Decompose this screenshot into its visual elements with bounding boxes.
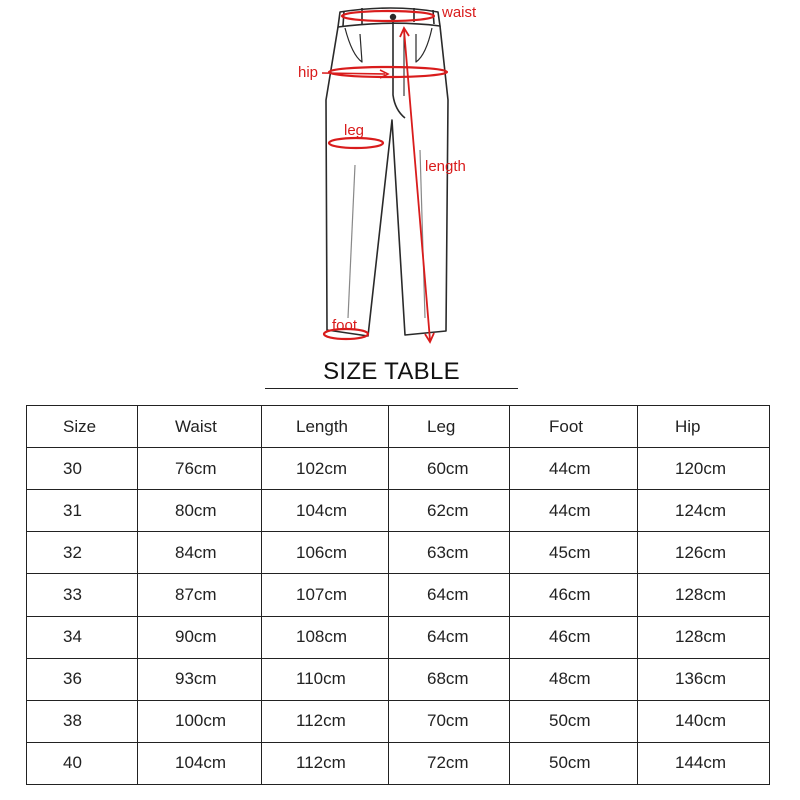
header-foot: Foot: [510, 406, 638, 448]
leg-cell: 64cm: [389, 574, 510, 616]
waist-label: waist: [442, 4, 477, 21]
size-table: [26, 405, 770, 785]
table-row: [27, 658, 770, 700]
foot-cell: 48cm: [510, 658, 638, 700]
table-row: [27, 700, 770, 742]
waist-marker: [342, 11, 434, 21]
leg-cell: 64cm: [389, 616, 510, 658]
size-cell: 33: [27, 574, 138, 616]
hip-cell: 136cm: [638, 658, 770, 700]
foot-cell: 44cm: [510, 490, 638, 532]
leg-cell: 70cm: [389, 700, 510, 742]
leg-cell: 63cm: [389, 532, 510, 574]
size-table-title: SIZE TABLE: [265, 358, 518, 389]
length-cell: 102cm: [262, 448, 389, 490]
waist-cell: 93cm: [138, 658, 262, 700]
hip-label: hip: [298, 64, 319, 81]
length-cell: 106cm: [262, 532, 389, 574]
table-row: [27, 532, 770, 574]
waist-cell: 76cm: [138, 448, 262, 490]
hip-cell: 128cm: [638, 574, 770, 616]
hip-cell: 140cm: [638, 700, 770, 742]
size-cell: 31: [27, 490, 138, 532]
foot-cell: 45cm: [510, 532, 638, 574]
leg-cell: 60cm: [389, 448, 510, 490]
waist-cell: 87cm: [138, 574, 262, 616]
foot-cell: 50cm: [510, 742, 638, 784]
header-waist: Waist: [138, 406, 262, 448]
size-cell: 32: [27, 532, 138, 574]
size-cell: 30: [27, 448, 138, 490]
table-row: [27, 742, 770, 784]
size-rows: [27, 448, 770, 785]
measure-markers: [322, 11, 447, 342]
table-row: [27, 574, 770, 616]
header-size: Size: [27, 406, 138, 448]
size-cell: 36: [27, 658, 138, 700]
leg-marker: [329, 138, 383, 148]
size-cell: 34: [27, 616, 138, 658]
hip-cell: 128cm: [638, 616, 770, 658]
waist-cell: 100cm: [138, 700, 262, 742]
table-header-row: [27, 406, 770, 448]
leg-cell: 62cm: [389, 490, 510, 532]
foot-cell: 44cm: [510, 448, 638, 490]
table-row: [27, 616, 770, 658]
table-row: [27, 490, 770, 532]
length-cell: 108cm: [262, 616, 389, 658]
length-cell: 110cm: [262, 658, 389, 700]
hip-cell: 120cm: [638, 448, 770, 490]
foot-cell: 50cm: [510, 700, 638, 742]
leg-label: leg: [344, 122, 365, 139]
length-label: length: [425, 158, 466, 175]
header-leg: Leg: [389, 406, 510, 448]
hip-cell: 124cm: [638, 490, 770, 532]
leg-cell: 68cm: [389, 658, 510, 700]
header-length: Length: [262, 406, 389, 448]
leg-cell: 72cm: [389, 742, 510, 784]
header-hip: Hip: [638, 406, 770, 448]
size-cell: 38: [27, 700, 138, 742]
waist-cell: 80cm: [138, 490, 262, 532]
waist-cell: 90cm: [138, 616, 262, 658]
foot-label: foot: [332, 317, 358, 334]
waist-cell: 84cm: [138, 532, 262, 574]
pants-diagram: [0, 0, 800, 345]
waist-cell: 104cm: [138, 742, 262, 784]
length-cell: 112cm: [262, 742, 389, 784]
length-cell: 112cm: [262, 700, 389, 742]
pants-illustration: [0, 0, 800, 345]
length-cell: 107cm: [262, 574, 389, 616]
hip-cell: 126cm: [638, 532, 770, 574]
foot-cell: 46cm: [510, 574, 638, 616]
length-cell: 104cm: [262, 490, 389, 532]
hip-marker: [329, 67, 447, 77]
size-cell: 40: [27, 742, 138, 784]
hip-cell: 144cm: [638, 742, 770, 784]
foot-cell: 46cm: [510, 616, 638, 658]
table-row: [27, 448, 770, 490]
